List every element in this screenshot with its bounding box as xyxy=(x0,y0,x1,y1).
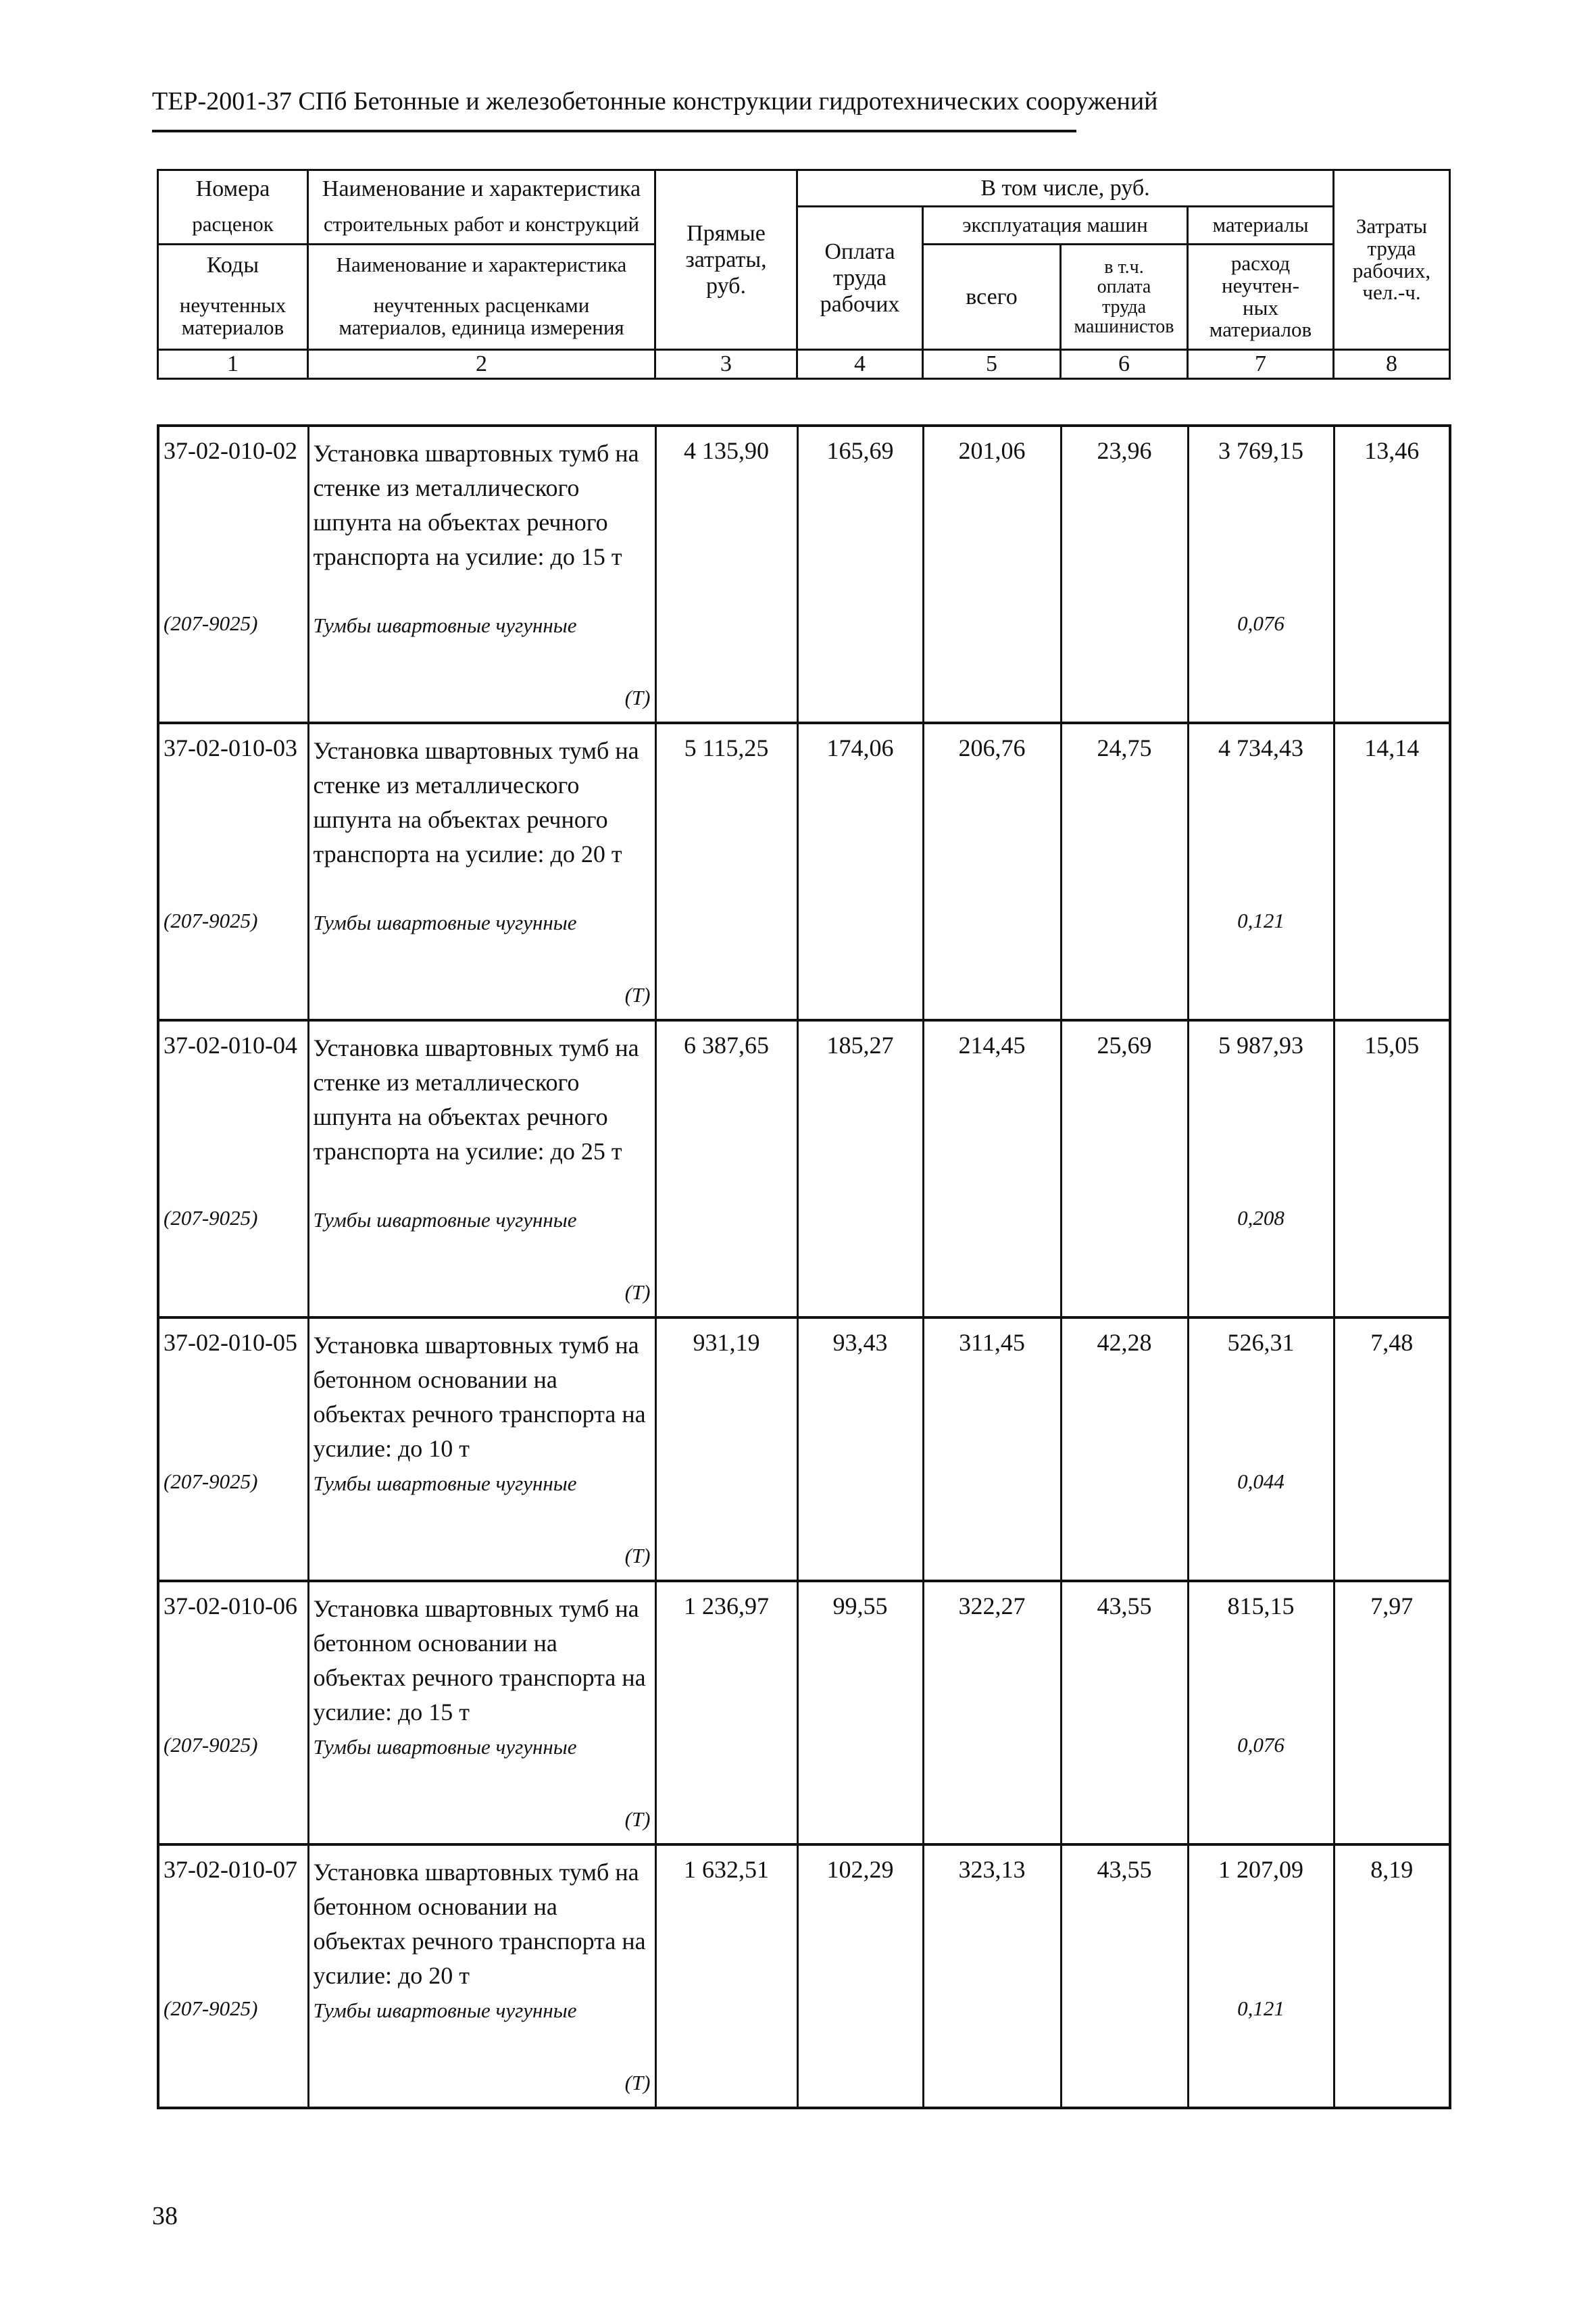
materials-value: 526,31 xyxy=(1188,1317,1334,1466)
direct-costs-value: 1 632,51 xyxy=(655,1844,797,1993)
rate-code: 37-02-010-07 xyxy=(158,1844,308,1993)
empty-cell xyxy=(1334,1466,1450,1581)
labor-hours-value: 7,48 xyxy=(1334,1317,1450,1466)
material-code-cell xyxy=(158,1466,308,1581)
material-name: Тумбы швартовные чугунные xyxy=(313,1208,577,1232)
empty-cell xyxy=(797,1730,923,1844)
spacer xyxy=(314,940,652,978)
material-name: Тумбы швартовные чугунные xyxy=(313,911,577,934)
header-machines: эксплуатация машин xyxy=(923,207,1188,245)
empty-cell xyxy=(797,608,923,723)
rate-code: 37-02-010-06 xyxy=(158,1581,308,1730)
empty-cell xyxy=(1334,1993,1450,2108)
materials-value: 1 207,09 xyxy=(1188,1844,1334,1993)
spacer xyxy=(314,2028,652,2065)
table-row xyxy=(158,426,1450,608)
unit-label: (Т) xyxy=(624,2071,651,2094)
header-machines-total: всего xyxy=(923,245,1061,350)
rate-description: Установка швартовных тумб на бетонном основании на объектах речного транспорта на усилие: до 20 т xyxy=(308,1844,655,1993)
page-title: ТЕР-2001-37 СПб Бетонные и железобетонные конструкции гидротехнических сооружений xyxy=(152,87,1158,116)
material-row xyxy=(158,1466,1450,1581)
material-name-cell xyxy=(308,905,655,1020)
rate-description: Установка швартовных тумб на бетонном основании на объектах речного транспорта на усилие: до 15 т xyxy=(308,1581,655,1730)
page-number: 38 xyxy=(152,2202,178,2230)
column-number: 3 xyxy=(655,350,797,379)
header-rate-number: Номера xyxy=(158,170,308,207)
spacer xyxy=(314,643,652,680)
empty-cell xyxy=(1061,1993,1188,2108)
labor-hours-value: 8,19 xyxy=(1334,1844,1450,1993)
header-labor-hours: Затраты труда рабочих, чел.-ч. xyxy=(1334,170,1450,350)
empty-cell xyxy=(1061,1203,1188,1317)
rate-description: Установка швартовных тумб на бетонном основании на объектах речного транспорта на усилие: до 10 т xyxy=(308,1317,655,1466)
material-quantity: 0,208 xyxy=(1237,1206,1285,1230)
materials-value: 3 769,15 xyxy=(1188,426,1334,608)
material-name-cell xyxy=(308,1730,655,1844)
material-code: (207-9025) xyxy=(164,1733,258,1757)
header-work-name-b: строительных работ и конструкций xyxy=(308,207,655,245)
rate-code: 37-02-010-03 xyxy=(158,723,308,905)
header-machinist-pay: в т.ч. оплата труда машинистов xyxy=(1061,245,1188,350)
worker-pay-value: 102,29 xyxy=(797,1844,923,1993)
worker-pay-value: 165,69 xyxy=(797,426,923,608)
title-underline xyxy=(152,130,1076,132)
header-rate-number-b: расценок xyxy=(158,207,308,245)
column-header-table xyxy=(157,169,1451,380)
rate-code: 37-02-010-02 xyxy=(158,426,308,608)
material-quantity: 0,076 xyxy=(1237,611,1285,635)
empty-cell xyxy=(1061,1730,1188,1844)
worker-pay-value: 93,43 xyxy=(797,1317,923,1466)
material-quantity-cell xyxy=(1188,1730,1334,1844)
direct-costs-value: 6 387,65 xyxy=(655,1020,797,1203)
machines-total-value: 214,45 xyxy=(923,1020,1061,1203)
empty-cell xyxy=(1061,905,1188,1020)
material-code: (207-9025) xyxy=(164,1469,258,1493)
material-code-cell xyxy=(158,1203,308,1317)
machines-total-value: 322,27 xyxy=(923,1581,1061,1730)
material-row xyxy=(158,1730,1450,1844)
material-quantity-cell xyxy=(1188,905,1334,1020)
material-code: (207-9025) xyxy=(164,611,258,635)
rate-description: Установка швартовных тумб на стенке из металлического шпунта на объектах речного транспорта на усилие: до 15 т xyxy=(308,426,655,608)
table-row xyxy=(158,723,1450,905)
direct-costs-value: 4 135,90 xyxy=(655,426,797,608)
spacer xyxy=(314,1501,652,1538)
column-number: 1 xyxy=(158,350,308,379)
header-material-codes: Коды xyxy=(158,245,308,285)
column-number: 6 xyxy=(1061,350,1188,379)
rate-code: 37-02-010-05 xyxy=(158,1317,308,1466)
header-direct-costs: Прямые затраты, руб. xyxy=(655,170,797,350)
material-code-cell xyxy=(158,1730,308,1844)
empty-cell xyxy=(923,1203,1061,1317)
machines-total-value: 206,76 xyxy=(923,723,1061,905)
unit-label: (Т) xyxy=(624,983,651,1007)
material-row xyxy=(158,608,1450,723)
materials-value: 4 734,43 xyxy=(1188,723,1334,905)
material-quantity-cell xyxy=(1188,1203,1334,1317)
material-code: (207-9025) xyxy=(164,909,258,932)
column-number: 5 xyxy=(923,350,1061,379)
empty-cell xyxy=(797,1993,923,2108)
material-name-cell xyxy=(308,1466,655,1581)
empty-cell xyxy=(655,905,797,1020)
material-quantity-cell xyxy=(1188,608,1334,723)
materials-value: 815,15 xyxy=(1188,1581,1334,1730)
empty-cell xyxy=(1334,1730,1450,1844)
labor-hours-value: 7,97 xyxy=(1334,1581,1450,1730)
empty-cell xyxy=(797,1466,923,1581)
column-number: 7 xyxy=(1188,350,1334,379)
header-material-name: Наименование и характеристика xyxy=(308,245,655,285)
material-name: Тумбы швартовные чугунные xyxy=(313,613,577,637)
spacer xyxy=(314,1237,652,1275)
header-material-name-b: неучтенных расценками материалов, единица измерения xyxy=(308,285,655,350)
direct-costs-value: 5 115,25 xyxy=(655,723,797,905)
material-name-cell xyxy=(308,1203,655,1317)
worker-pay-value: 99,55 xyxy=(797,1581,923,1730)
empty-cell xyxy=(655,1730,797,1844)
empty-cell xyxy=(1061,1466,1188,1581)
header-material-codes-b: неучтенных материалов xyxy=(158,285,308,350)
material-code-cell xyxy=(158,905,308,1020)
direct-costs-value: 931,19 xyxy=(655,1317,797,1466)
table-row xyxy=(158,1844,1450,1993)
machines-total-value: 323,13 xyxy=(923,1844,1061,1993)
table-row xyxy=(158,1581,1450,1730)
column-number: 4 xyxy=(797,350,923,379)
table-row xyxy=(158,1020,1450,1203)
unit-label: (Т) xyxy=(624,1807,651,1831)
empty-cell xyxy=(655,1203,797,1317)
empty-cell xyxy=(655,1466,797,1581)
empty-cell xyxy=(923,608,1061,723)
empty-cell xyxy=(797,1203,923,1317)
empty-cell xyxy=(655,608,797,723)
material-quantity: 0,121 xyxy=(1237,909,1285,932)
machinist-pay-value: 42,28 xyxy=(1061,1317,1188,1466)
machinist-pay-value: 25,69 xyxy=(1061,1020,1188,1203)
empty-cell xyxy=(923,905,1061,1020)
material-code: (207-9025) xyxy=(164,1206,258,1230)
material-code-cell xyxy=(158,1993,308,2108)
material-row xyxy=(158,1203,1450,1317)
machinist-pay-value: 23,96 xyxy=(1061,426,1188,608)
labor-hours-value: 15,05 xyxy=(1334,1020,1450,1203)
worker-pay-value: 174,06 xyxy=(797,723,923,905)
empty-cell xyxy=(655,1993,797,2108)
material-name-cell xyxy=(308,1993,655,2108)
materials-value: 5 987,93 xyxy=(1188,1020,1334,1203)
material-quantity: 0,044 xyxy=(1237,1469,1285,1493)
column-number: 2 xyxy=(308,350,655,379)
spacer xyxy=(314,1764,652,1802)
rate-description: Установка швартовных тумб на стенке из металлического шпунта на объектах речного транспорта на усилие: до 25 т xyxy=(308,1020,655,1203)
material-name: Тумбы швартовные чугунные xyxy=(313,1998,577,2022)
material-row xyxy=(158,905,1450,1020)
rate-code: 37-02-010-04 xyxy=(158,1020,308,1203)
labor-hours-value: 14,14 xyxy=(1334,723,1450,905)
material-quantity-cell xyxy=(1188,1993,1334,2108)
empty-cell xyxy=(1334,1203,1450,1317)
empty-cell xyxy=(797,905,923,1020)
empty-cell xyxy=(923,1730,1061,1844)
worker-pay-value: 185,27 xyxy=(797,1020,923,1203)
header-including-group: В том числе, руб. xyxy=(797,170,1334,207)
direct-costs-value: 1 236,97 xyxy=(655,1581,797,1730)
rate-description: Установка швартовных тумб на стенке из металлического шпунта на объектах речного транспорта на усилие: до 20 т xyxy=(308,723,655,905)
machines-total-value: 201,06 xyxy=(923,426,1061,608)
header-materials: материалы xyxy=(1188,207,1334,245)
empty-cell xyxy=(923,1993,1061,2108)
table-row xyxy=(158,1317,1450,1466)
material-name: Тумбы швартовные чугунные xyxy=(313,1735,577,1759)
empty-cell xyxy=(1334,905,1450,1020)
machines-total-value: 311,45 xyxy=(923,1317,1061,1466)
column-number: 8 xyxy=(1334,350,1450,379)
empty-cell xyxy=(1061,608,1188,723)
material-row xyxy=(158,1993,1450,2108)
material-code-cell xyxy=(158,608,308,723)
rates-table xyxy=(157,424,1451,2109)
machinist-pay-value: 43,55 xyxy=(1061,1581,1188,1730)
unit-label: (Т) xyxy=(624,1544,651,1567)
header-work-name: Наименование и характеристика xyxy=(308,170,655,207)
machinist-pay-value: 24,75 xyxy=(1061,723,1188,905)
machinist-pay-value: 43,55 xyxy=(1061,1844,1188,1993)
material-quantity-cell xyxy=(1188,1466,1334,1581)
material-quantity: 0,076 xyxy=(1237,1733,1285,1757)
unit-label: (Т) xyxy=(624,1280,651,1304)
material-code: (207-9025) xyxy=(164,1996,258,2020)
material-quantity: 0,121 xyxy=(1237,1996,1285,2020)
empty-cell xyxy=(923,1466,1061,1581)
empty-cell xyxy=(1334,608,1450,723)
unit-label: (Т) xyxy=(624,686,651,709)
material-name-cell xyxy=(308,608,655,723)
material-name: Тумбы швартовные чугунные xyxy=(313,1472,577,1495)
header-material-consumption: расход неучтен- ных материалов xyxy=(1188,245,1334,350)
labor-hours-value: 13,46 xyxy=(1334,426,1450,608)
header-worker-pay: Оплата труда рабочих xyxy=(797,207,923,350)
